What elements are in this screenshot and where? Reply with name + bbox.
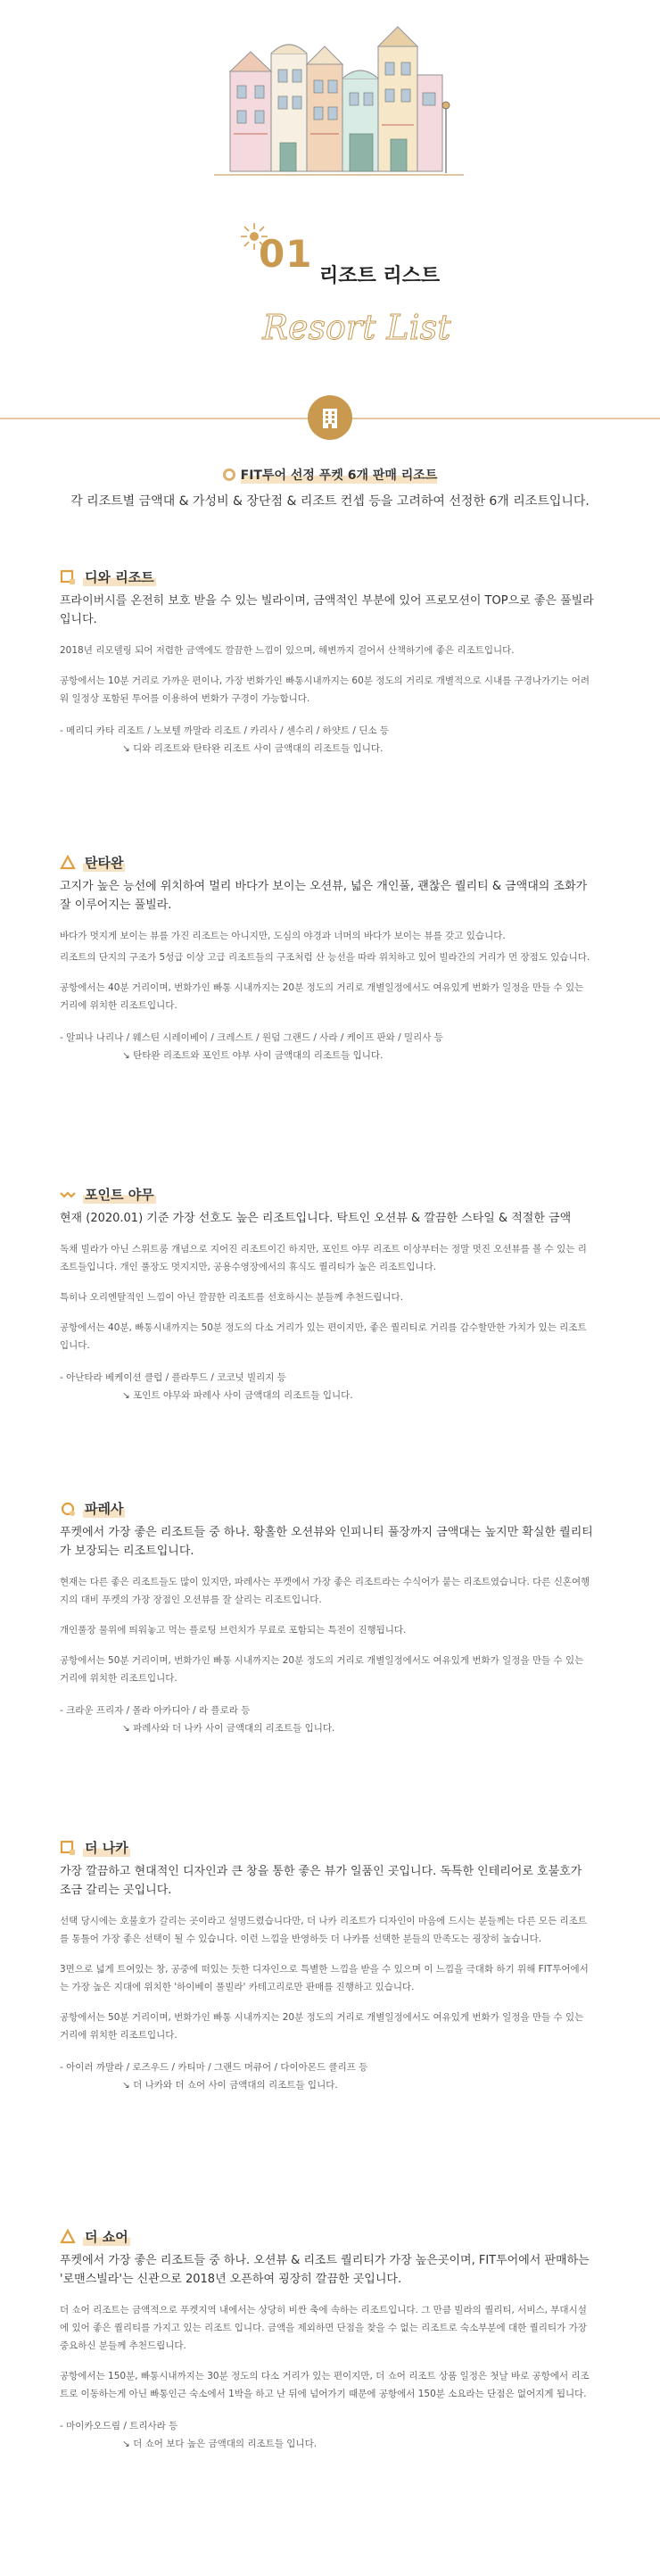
resort-name: 더 쇼어 [85, 2229, 128, 2245]
resort-similar-list: - 아이러 까말라 / 로즈우드 / 카티마 / 그랜드 머큐어 / 다이아몬드 클리프 등 [60, 2062, 368, 2073]
resort-similar-list: - 아난타라 베케이션 클럽 / 플라투드 / 코코넛 빌리지 등 [60, 1372, 286, 1383]
triangle-icon [60, 2229, 76, 2245]
script-title-text: Resort List [262, 308, 451, 347]
script-title-graphic [241, 293, 473, 364]
resort-paragraph: 리조트의 단지의 구조가 5성급 이상 고급 리조트들의 구조처럼 산 능선을 따라 위치하고 있어 빌라간의 거리가 먼 장점도 있습니다. [60, 952, 590, 963]
intro-headline: FIT투어 선정 푸켓 6개 판매 리조트 [241, 466, 438, 484]
resort-lead: 현재 (2020.01) 기준 가장 선호도 높은 리조트입니다. 탁트인 오션뷰 & 깔끔한 스타일 & 적절한 금액 [60, 1212, 572, 1225]
resort-name: 디와 리조트 [85, 569, 154, 585]
square-icon [60, 1840, 76, 1856]
resort-item [60, 1185, 595, 1404]
resort-name-row [60, 1185, 595, 1204]
resort-paragraph: 특히나 오리엔탈적인 느낌이 아닌 깔끔한 리조트를 선호하시는 분들께 추천드립니다. [60, 1292, 404, 1303]
resort-lead: 프라이버시를 온전히 보호 받을 수 있는 빌라이며, 금액적인 부분에 있어 프로모션이 TOP으로 좋은 풀빌라입니다. [60, 594, 594, 626]
circle-icon [60, 1501, 76, 1517]
resort-name-row [60, 1499, 595, 1518]
resort-paragraph: 2018년 리모델링 되어 저렴한 금액에도 깔끔한 느낌이 있으며, 해변까지 걸어서 산책하기에 좋은 리조트입니다. [60, 645, 515, 656]
resort-paragraph: 공항에서는 50분 거리이며, 번화가인 빠통 시내까지는 20분 정도의 거리로 개별일정에서도 여유있게 번화가 일정을 만들 수 있는 거리에 위치한 리조트입니다. [60, 1655, 584, 1684]
square-icon [60, 569, 76, 585]
resort-name: 파레사 [85, 1501, 124, 1517]
resort-name-row [60, 2227, 595, 2246]
building-badge [308, 395, 352, 440]
resort-paragraph: 공항에서는 150분, 빠통시내까지는 30분 정도의 다소 거리가 있는 편이지만, 더 쇼어 리조트 상품 일정은 첫날 바로 공항에서 리조트로 이동하는게 아닌 빠통인근 숙소에서 1박을 하고 난 뒤에 넘어가기 때문에 공항에서 150분 소요라는 단점은 없어지게 됩니다. [60, 2371, 590, 2399]
resort-lead: 고지가 높은 능선에 위치하여 멀리 바다가 보이는 오션뷰, 넓은 개인풀, 괜찮은 퀄리티 & 금액대의 조화가 잘 이루어지는 풀빌라. [60, 880, 588, 912]
resort-similar-note: ↘ 더 나카와 더 쇼어 사이 금액대의 리조트들 입니다. [122, 2080, 338, 2091]
building-icon [319, 406, 341, 429]
resort-similar-note: ↘ 디와 리조트와 탄타완 리조트 사이 금액대의 리조트들 입니다. [122, 743, 384, 754]
wave-icon [60, 1187, 76, 1203]
resort-similar-note: ↘ 탄타완 리조트와 포인트 야부 사이 금액대의 리조트들 입니다. [122, 1050, 384, 1061]
resort-paragraph: 현재는 다른 좋은 리조트들도 많이 있지만, 파레사는 푸켓에서 가장 좋은 리조트라는 수식어가 붙는 리조트였습니다. 다른 신혼여행지의 대비 푸켓의 가장 장점인 오션뷰를 잘 살리는 리조트입니다. [60, 1577, 590, 1605]
resort-name: 포인트 야무 [85, 1187, 154, 1203]
resort-paragraph: 공항에서는 50분 거리이며, 번화가인 빠통 시내까지는 20분 정도의 거리로 개별일정에서도 여유있게 번화가 일정을 만들 수 있는 거리에 위치한 리조트입니다. [60, 2012, 584, 2041]
resort-similar-note: ↘ 파레사와 더 나카 사이 금액대의 리조트들 입니다. [122, 1723, 335, 1734]
resort-name-row [60, 1838, 595, 1857]
resort-paragraph: 더 쇼어 리조트는 금액적으로 푸켓지역 내에서는 상당히 비싼 축에 속하는 리조트입니다. 그 만큼 빌라의 퀄리티, 서비스, 부대시설에 있어 좋은 퀄리티를 가지고 있는 리조트 입니다. 금액을 제외하면 단점을 찾을 수 없는 리조트로 숙소부분에 대한 퀄리티가 가장 중요하신 분들께 추천드립니다. [60, 2305, 587, 2351]
resort-item [60, 853, 595, 1064]
resort-paragraph: 공항에서는 40분, 빠통시내까지는 50분 정도의 다소 거리가 있는 편이지만, 좋은 퀄리티로 거리를 감수할만한 가치가 있는 리조트입니다. [60, 1322, 587, 1351]
resort-paragraph: 독채 빌라가 아닌 스위트룸 개념으로 지어진 리조트이긴 하지만, 포인트 야무 리조트 이상부터는 정말 멋진 오션뷰를 볼 수 있는 리조트들입니다. 개인 풀장도 멋지지만, 공용수영장에서의 휴식도 퀄리티가 높은 리조트입니다. [60, 1244, 587, 1272]
resort-paragraph: 공항에서는 40분 거리이며, 번화가인 빠통 시내까지는 20분 정도의 거리로 개별일정에서도 여유있게 번화가 일정을 만들 수 있는 거리에 위치한 리조트입니다. [60, 982, 584, 1011]
houses-illustration [0, 0, 660, 187]
intro [0, 466, 660, 509]
intro-subtext: 각 리조트별 금액대 & 가성비 & 장단점 & 리조트 컨셉 등을 고려하여 선정한 6개 리조트입니다. [70, 494, 590, 509]
resort-similar-list: - 알피나 나리나 / 웨스틴 시레이베이 / 크레스트 / 원덤 그랜드 / 사라 / 케이프 판와 / 밀리사 등 [60, 1032, 443, 1043]
resort-lead: 가장 깔끔하고 현대적인 디자인과 큰 창을 통한 좋은 뷰가 일품인 곳입니다. 독특한 인테리어로 호불호가 조금 갈리는 곳입니다. [60, 1865, 582, 1897]
resort-similar-list: - 메리디 카타 리조트 / 노보텔 까말라 리조트 / 카리사 / 센수리 / 하얏트 / 딘소 등 [60, 725, 390, 736]
resort-similar-list: - 크라운 프리자 / 몰라 아카디아 / 라 플로라 등 [60, 1705, 251, 1716]
triangle-icon [60, 855, 76, 871]
resort-item [60, 1838, 595, 2094]
resort-name-row [60, 567, 595, 586]
resort-lead: 푸켓에서 가장 좋은 리조트들 중 하나. 오션뷰 & 리조트 퀄리티가 가장 높은곳이며, FIT투어에서 판매하는 '로맨스빌라'는 신관으로 2018년 오픈하여 굉장히 깔끔한 곳입니다. [60, 2254, 590, 2286]
resort-lead: 푸켓에서 가장 좋은 리조트들 중 하나. 황홀한 오션뷰와 인피니티 풀장까지 금액대는 높지만 확실한 퀄리티가 보장되는 리조트입니다. [60, 1526, 593, 1558]
resort-name-row [60, 853, 595, 872]
resort-paragraph: 3면으로 넓게 트여있는 창, 공중에 떠있는 듯한 디자인으로 특별한 느낌을 받을 수 있으며 이 느낌을 극대화 하기 위해 FIT투어에서는 가장 높은 지대에 위치한 '하이베이 풀빌라' 카테고리로만 판매를 진행하고 있습니다. [60, 1964, 589, 1992]
section-title: 리조트 리스트 [319, 265, 441, 287]
intro-headline-row [223, 466, 438, 484]
resort-item [60, 567, 595, 758]
circle-icon [223, 468, 235, 481]
resort-item [60, 1499, 595, 1737]
resort-paragraph: 선택 당시에는 호불호가 갈리는 곳이라고 설명드렸습니다만, 더 나카 리조트가 디자인이 마음에 드시는 분들께는 다른 모든 리조트를 통틀어 가장 좋은 선택이 될 수 있습니다. 이런 느낌을 반영하듯 더 나카를 선택한 분들의 만족도는 굉장히 높습니다. [60, 1916, 587, 1944]
resort-item [60, 2227, 595, 2453]
resort-name: 탄타완 [85, 855, 124, 871]
resort-name: 더 나카 [85, 1840, 128, 1856]
section-heading [0, 214, 660, 384]
resort-similar-note: ↘ 포인트 야무와 파레사 사이 금액대의 리조트들 입니다. [122, 1390, 353, 1401]
section-number: 01 [259, 232, 313, 276]
resort-paragraph: 개인풀장 물위에 띄워놓고 먹는 플로팅 브런치가 무료로 포함되는 특전이 진행됩니다. [60, 1625, 407, 1636]
resort-paragraph: 바다가 멋지게 보이는 뷰를 가진 리조트는 아니지만, 도심의 야경과 너머의 바다가 보이는 뷰를 갖고 있습니다. [60, 931, 506, 941]
resort-similar-list: - 마이카오드림 / 트리사라 등 [60, 2421, 178, 2431]
resort-paragraph: 공항에서는 10분 거리로 가까운 편이나, 가장 번화가인 빠통시내까지는 60분 정도의 거리로 개별적으로 시내를 구경나가기는 어려워 일정상 포함된 투어를 이용하여 번화가 구경이 가능합니다. [60, 675, 590, 704]
resort-similar-note: ↘ 더 쇼어 보다 높은 금액대의 리조트들 입니다. [122, 2439, 318, 2449]
